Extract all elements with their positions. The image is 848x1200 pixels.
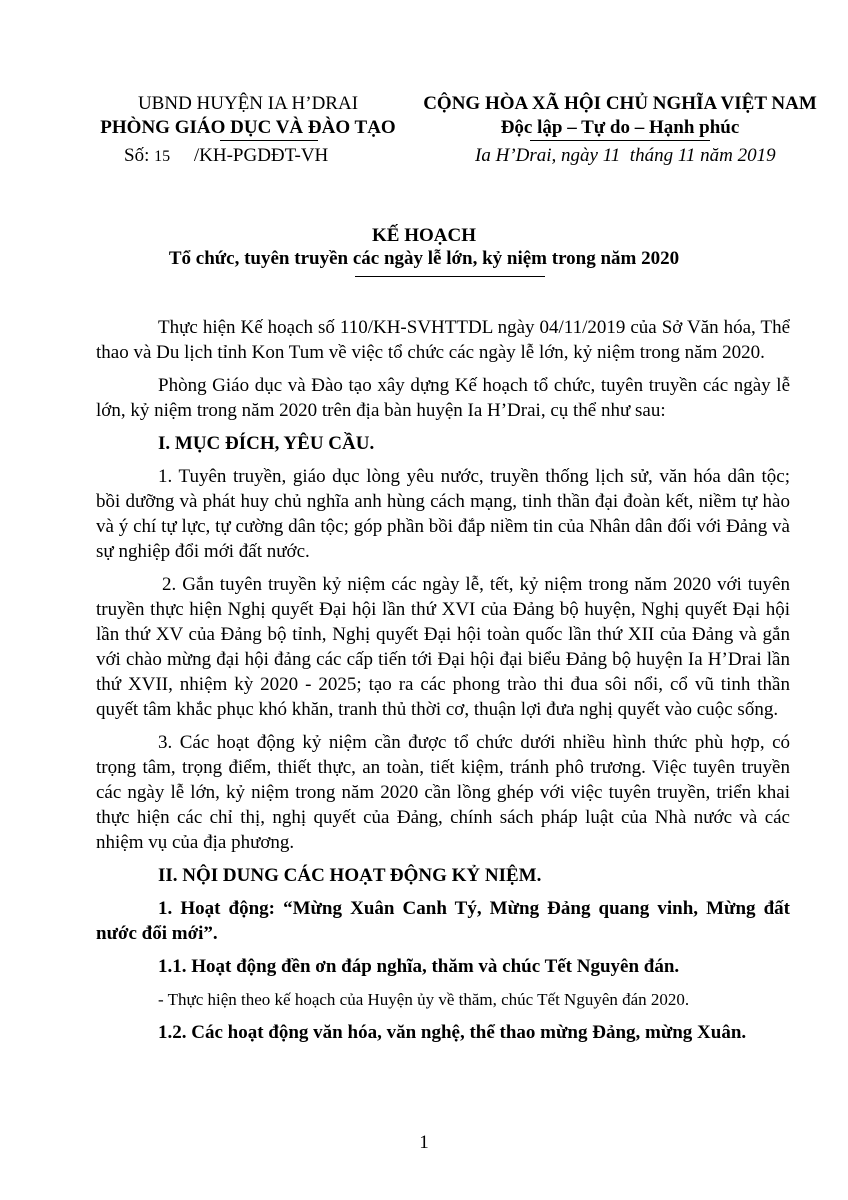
doc-number-prefix: Số:: [124, 145, 155, 166]
document-body: [96, 315, 790, 1053]
subsection-heading-1-1: 1.1. Hoạt động đền ơn đáp nghĩa, thăm và chúc Tết Nguyên đán.: [158, 956, 680, 977]
doc-number-value: 15: [154, 148, 171, 165]
paragraph-1-1-item: - Thực hiện theo kế hoạch của Huyện ủy về thăm, chúc Tết Nguyên đán 2020.: [158, 990, 690, 1009]
title-divider: [355, 276, 545, 277]
document-number: [124, 145, 328, 168]
paragraph-intro: Phòng Giáo dục và Đào tạo xây dựng Kế hoạch tổ chức, tuyên truyền các ngày lễ lớn, kỷ niệm trong năm 2020 trên địa bàn huyện Ia H’Drai, cụ thể như sau:: [96, 375, 790, 421]
paragraph-purpose-1: 1. Tuyên truyền, giáo dục lòng yêu nước, truyền thống lịch sử, văn hóa dân tộc; bồi dưỡng và phát huy chủ nghĩa anh hùng cách mạng, tinh thần đại đoàn kết, niềm tự hào và ý chí tự lực, tự cường dân tộc; góp phần bồi đắp niềm tin của Nhân dân đối với Đảng và sự nghiệp đổi mới đất nước.: [96, 466, 790, 562]
document-subtitle: Tổ chức, tuyên truyền các ngày lễ lớn, kỷ niệm trong năm 2020: [168, 248, 680, 269]
section-heading-purpose: I. MỤC ĐÍCH, YÊU CẦU.: [158, 433, 375, 454]
paragraph-purpose-2: 2. Gắn tuyên truyền kỷ niệm các ngày lễ, tết, kỷ niệm trong năm 2020 với tuyên truyền thực hiện Nghị quyết Đại hội lần thứ XVI của Đảng bộ huyện, Nghị quyết Đại hội lần thứ XV của Đảng bộ tỉnh, Nghị quyết Đại hội toàn quốc lần thứ XII của Đảng và gắn với chào mừng đại hội đảng các cấp tiến tới Đại hội đại biểu Đảng bộ huyện Ia H’Drai lần thứ XVII, nhiệm kỳ 2020 - 2025; tạo ra các phong trào thi đua sôi nổi, cổ vũ tinh thần quyết tâm khắc phục khó khăn, tranh thủ thời cơ, thuận lợi đưa nghị quyết vào cuộc sống.: [96, 574, 790, 720]
district-committee-name: UBND HUYỆN IA H’DRAI: [137, 93, 359, 114]
subsection-heading-1-2: 1.2. Các hoạt động văn hóa, văn nghệ, thể thao mừng Đảng, mừng Xuân.: [158, 1022, 747, 1043]
page-number: 1: [419, 1132, 429, 1153]
doc-number-suffix: /KH-PGDĐT-VH: [170, 145, 329, 166]
department-name: PHÒNG GIÁO DỤC VÀ ĐÀO TẠO: [100, 117, 396, 138]
paragraph-purpose-3: 3. Các hoạt động kỷ niệm cần được tổ chức dưới nhiều hình thức phù hợp, có trọng tâm, trọng điểm, thiết thực, an toàn, tiết kiệm, tránh phô trương. Việc tuyên truyền các ngày lễ lớn, kỷ niệm trong năm 2020 cần lồng ghép với việc tuyên truyền, triển khai thực hiện các chỉ thị, nghị quyết của Đảng, chính sách pháp luật của Nhà nước và các nhiệm vụ của địa phương.: [96, 732, 790, 853]
document-title: KẾ HOẠCH: [372, 225, 476, 246]
agency-underline: [220, 140, 318, 141]
section-heading-activities: II. NỘI DUNG CÁC HOẠT ĐỘNG KỶ NIỆM.: [158, 865, 542, 886]
subsection-heading-1: 1. Hoạt động: “Mừng Xuân Canh Tý, Mừng Đảng quang vinh, Mừng đất nước đổi mới”.: [96, 898, 790, 944]
country-name: CỘNG HÒA XÃ HỘI CHỦ NGHĨA VIỆT NAM: [423, 93, 817, 114]
issuing-agency-block: [88, 92, 408, 140]
motto-underline: [530, 140, 710, 141]
paragraph-basis: Thực hiện Kế hoạch số 110/KH-SVHTTDL ngày 04/11/2019 của Sở Văn hóa, Thể thao và Du lịch tỉnh Kon Tum về việc tổ chức các ngày lễ lớn, kỷ niệm trong năm 2020.: [96, 317, 790, 363]
place-and-date: Ia H’Drai, ngày 11 tháng 11 năm 2019: [475, 145, 776, 166]
national-motto: Độc lập – Tự do – Hạnh phúc: [500, 117, 740, 138]
national-motto-block: [420, 92, 820, 140]
